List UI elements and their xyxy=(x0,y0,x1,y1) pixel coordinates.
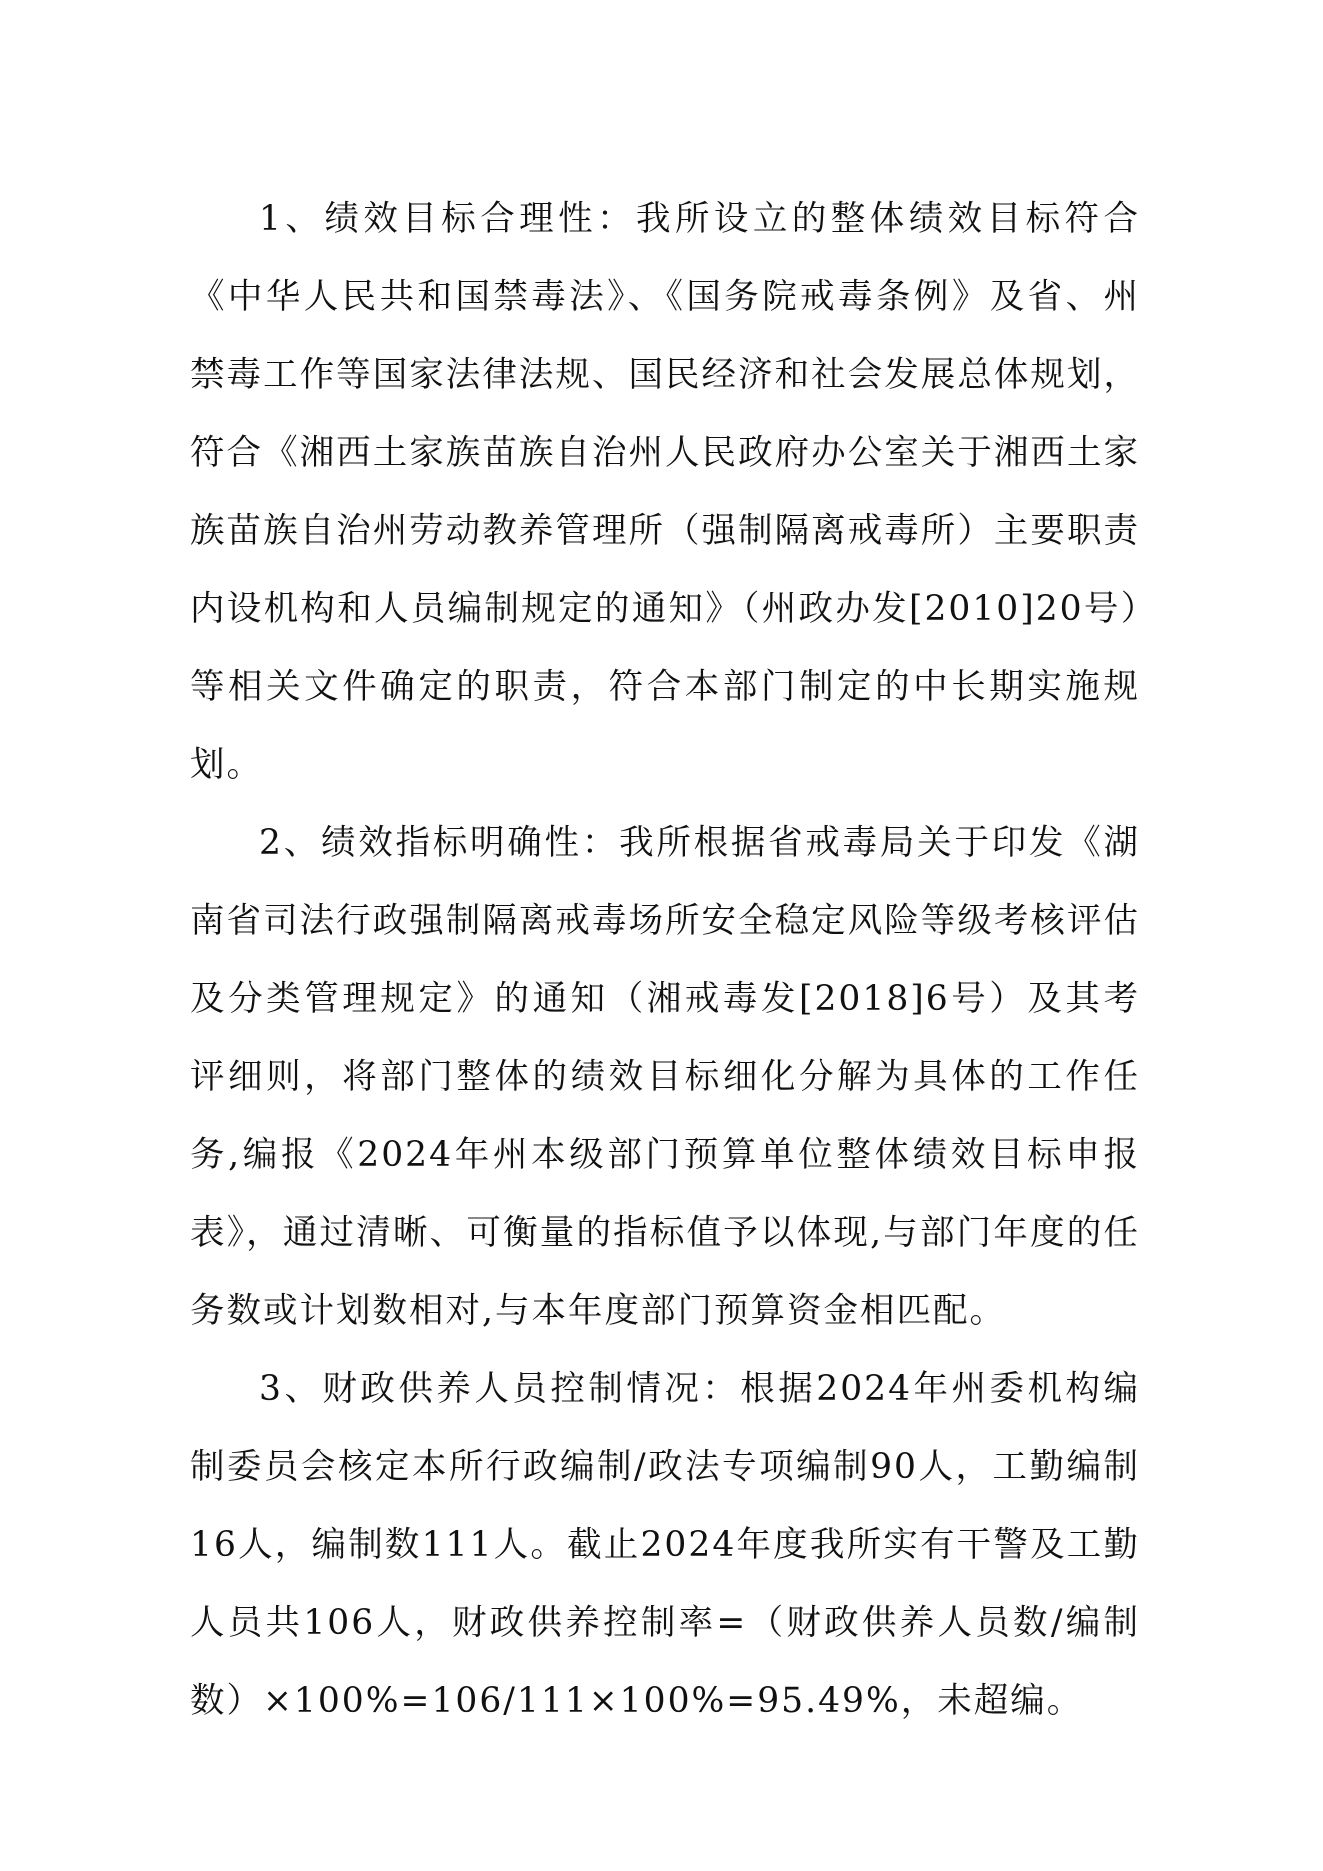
paragraph-performance-indicator-clarity: 2、绩效指标明确性：我所根据省戒毒局关于印发《湖南省司法行政强制隔离戒毒场所安全稳定风险等级考核评估及分类管理规定》的通知（湘戒毒发[2018]6号）及其考评细则，将部门整体的绩效目标细化分解为具体的工作任务,编报《2024年州本级部门预算单位整体绩效目标申报表》，通过清晰、可衡量的指标值予以体现,与部门年度的任务数或计划数相对,与本年度部门预算资金相匹配。 xyxy=(190,823,1140,1331)
document-body xyxy=(190,180,1140,1740)
paragraph-performance-goal-rationality: 1、绩效目标合理性：我所设立的整体绩效目标符合《中华人民共和国禁毒法》、《国务院戒毒条例》及省、州禁毒工作等国家法律法规、国民经济和社会发展总体规划，符合《湘西土家族苗族自治州人民政府办公室关于湘西土家族苗族自治州劳动教养管理所（强制隔离戒毒所）主要职责内设机构和人员编制规定的通知》（州政办发[2010]20号）等相关文件确定的职责，符合本部门制定的中长期实施规划。 xyxy=(190,199,1140,785)
paragraph-staffing-control: 3、财政供养人员控制情况：根据2024年州委机构编制委员会核定本所行政编制/政法专项编制90人，工勤编制16人，编制数111人。截止2024年度我所实有干警及工勤人员共106人，财政供养控制率=（财政供养人员数/编制数）×100%=106/111×100%=95.49%，未超编。 xyxy=(190,1369,1140,1721)
